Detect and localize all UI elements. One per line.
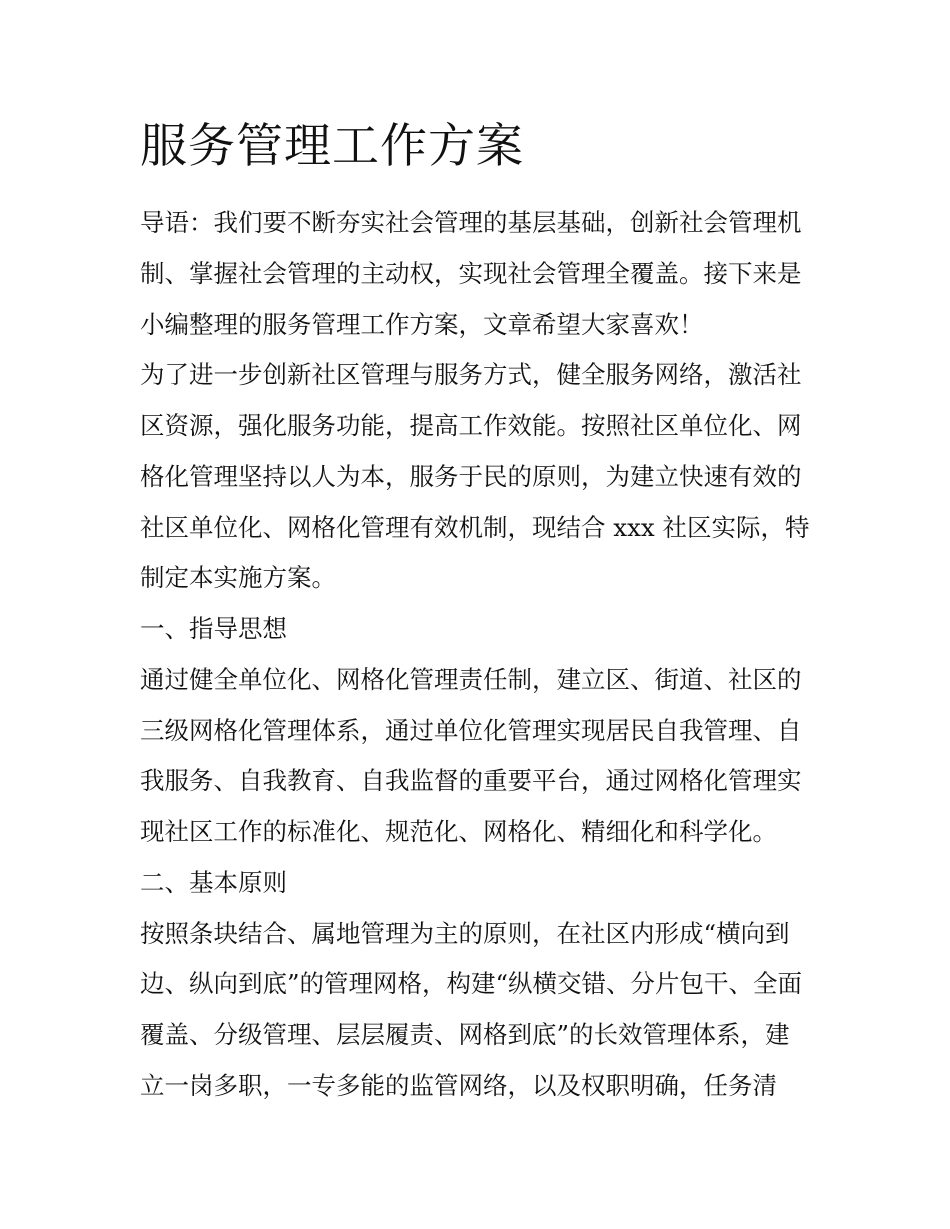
paragraph-line: 现社区工作的标准化、规范化、网格化、精细化和科学化。 bbox=[140, 817, 777, 846]
paragraph-line: 通过健全单位化、网格化管理责任制，建立区、街道、社区的 bbox=[140, 665, 802, 694]
paragraph-line: 我服务、自我教育、自我监督的重要平台，通过网格化管理实 bbox=[140, 766, 802, 795]
intro-line-1: 导语：我们要不断夯实社会管理的基层基础，创新社会管理机 bbox=[140, 208, 802, 237]
paragraph-line: 社区单位化、网格化管理有效机制，现结合 xxx 社区实际，特 bbox=[140, 513, 810, 542]
section-heading-guiding-ideology: 一、指导思想 bbox=[140, 614, 287, 643]
intro-line-2: 制、掌握社会管理的主动权，实现社会管理全覆盖。接下来是 bbox=[140, 259, 802, 288]
paragraph-line: 格化管理坚持以人为本，服务于民的原则，为建立快速有效的 bbox=[140, 462, 802, 491]
section-heading-basic-principles: 二、基本原则 bbox=[140, 868, 287, 897]
intro-line-3: 小编整理的服务管理工作方案，文章希望大家喜欢！ bbox=[140, 310, 704, 339]
paragraph-line: 边、纵向到底”的管理网格，构建“纵横交错、分片包干、全面 bbox=[140, 969, 803, 998]
paragraph-line: 为了进一步创新社区管理与服务方式，健全服务网络，激活社 bbox=[140, 360, 802, 389]
document-title: 服务管理工作方案 bbox=[140, 119, 524, 174]
paragraph-line: 立一岗多职，一专多能的监管网络，以及权职明确，任务清 bbox=[140, 1071, 777, 1100]
paragraph-line: 覆盖、分级管理、层层履责、网格到底”的长效管理体系，建 bbox=[140, 1020, 790, 1049]
paragraph-line: 三级网格化管理体系，通过单位化管理实现居民自我管理、自 bbox=[140, 716, 802, 745]
paragraph-line: 按照条块结合、属地管理为主的原则，在社区内形成“横向到 bbox=[140, 919, 790, 948]
paragraph-line: 区资源，强化服务功能，提高工作效能。按照社区单位化、网 bbox=[140, 411, 802, 440]
paragraph-line: 制定本实施方案。 bbox=[140, 563, 336, 592]
